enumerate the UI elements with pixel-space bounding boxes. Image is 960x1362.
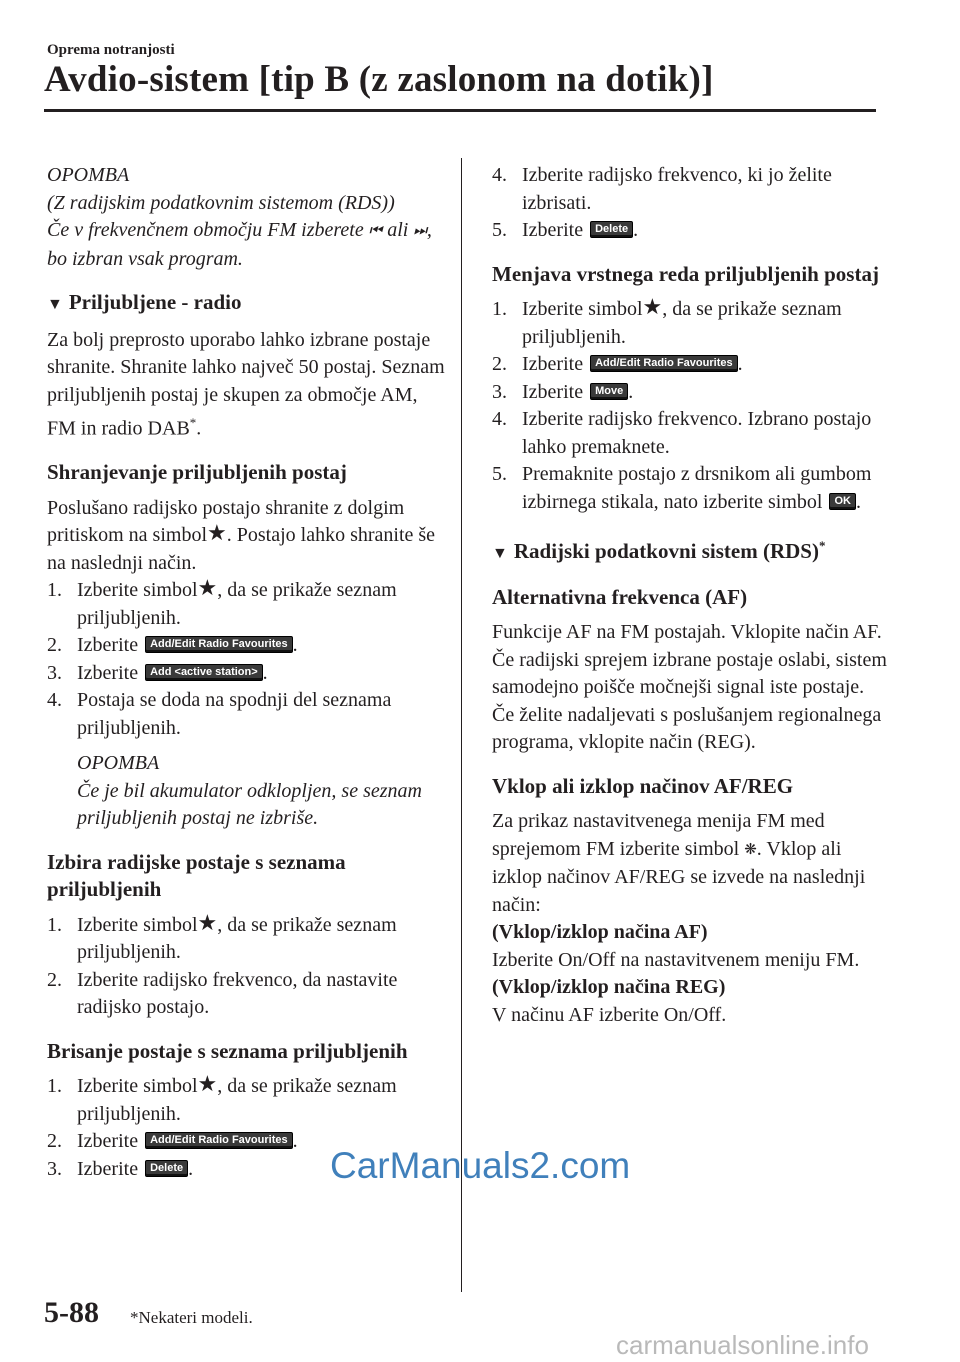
settings-icon: ❋ — [744, 841, 757, 858]
note-text — [47, 217, 447, 273]
star-icon: ★ — [197, 575, 218, 601]
list-item: 1. Izberite simbol★, da se prikaže seznam priljubljenih. — [47, 575, 397, 629]
triangle-icon: ▼ — [47, 296, 63, 313]
add-edit-favourites-button: Add/Edit Radio Favourites — [590, 355, 738, 372]
mode-paragraph: Za prikaz nastavitvenega menija FM med sprejemom FM izberite simbol ❋. Vklop ali izklop načinov AF/REG se izvede na naslednji način: — [492, 810, 866, 916]
list-item: 5. Premaknite postajo z drsnikom ali gumbom izbirnega stikala, nato izberite simbol OK . — [492, 463, 872, 513]
order-steps — [492, 296, 892, 516]
page-number: 5-88 — [44, 1296, 99, 1329]
list-item: 4. Postaja se doda na spodnji del seznama priljubljenih. — [47, 689, 392, 739]
left-column — [47, 162, 447, 1183]
list-item: 1. Izberite simbol★, da se prikaže seznam priljubljenih. — [492, 294, 842, 348]
save-heading: Shranjevanje priljubljenih postaj — [47, 460, 347, 485]
save-paragraph: Poslušano radijsko postajo shranite z dolgim pritiskom na simbol★. Postajo lahko shranite še na naslednji način. — [47, 496, 436, 574]
add-active-station-button: Add <active station> — [145, 664, 263, 681]
star-icon: ★ — [207, 520, 227, 546]
move-button: Move — [590, 383, 628, 400]
af-mode-text: Izberite On/Off na nastavitvenem meniju FM. — [492, 948, 860, 971]
reg-mode-text: V načinu AF izberite On/Off. — [492, 1003, 727, 1026]
list-item: 4. Izberite radijsko frekvenco, ki jo želite izbrisati. — [492, 164, 832, 214]
af-heading: Alternativna frekvenca (AF) — [492, 584, 748, 609]
seek-back-icon: ⏮ — [368, 223, 383, 239]
title-rule — [44, 109, 876, 112]
af-paragraph-2: Če želite nadaljevati s poslušanjem regionalnega programa, vklopite način (REG). — [492, 703, 882, 753]
list-item: 1. Izberite simbol★, da se prikaže seznam priljubljenih. — [47, 909, 397, 964]
list-item: 4. Izberite radijsko frekvenco. Izbrano postajo lahko premaknete. — [492, 408, 872, 458]
list-item: 1. Izberite simbol★, da se prikaže seznam priljubljenih. — [47, 1071, 397, 1125]
watermark-online: carmanualsonline.info — [616, 1330, 869, 1360]
star-icon: ★ — [642, 294, 663, 319]
list-item: 2. Izberite Add/Edit Radio Favourites . — [47, 634, 298, 657]
af-paragraph-1: Funkcije AF na FM postajah. Vklopite način AF. Če radijski sprejem izbrane postaje oslabi, sistem samodejno poišče močnejši signal iste postaje. — [492, 621, 887, 698]
add-edit-favourites-button: Add/Edit Radio Favourites — [145, 636, 293, 653]
list-item: 2. Izberite Add/Edit Radio Favourites . — [47, 1130, 298, 1153]
reg-mode-heading: (Vklop/izklop načina REG) — [492, 976, 726, 998]
right-column — [492, 162, 892, 1029]
list-item: 3. Izberite Add <active station> . — [47, 661, 268, 684]
list-item: 2. Izberite radijsko frekvenco, da nastavite radijsko postajo. — [47, 968, 398, 1019]
delete-steps-continued — [492, 162, 892, 245]
note-text-a: Če v frekvenčnem območju FM izberete — [47, 219, 364, 241]
note2-text: Če je bil akumulator odklopljen, se seznam priljubljenih postaj ne izbriše. — [77, 779, 422, 830]
delete-button: Delete — [590, 221, 633, 238]
list-item: 2. Izberite Add/Edit Radio Favourites . — [492, 353, 743, 375]
select-heading: Izbira radijske postaje s seznama priljubljenih — [47, 849, 346, 902]
note-text-b: ali — [387, 219, 409, 241]
favourites-heading: ▼ Priljubljene - radio — [47, 289, 447, 319]
order-heading: Menjava vrstnega reda priljubljenih postaj — [492, 261, 879, 286]
footnote: *Nekateri modeli. — [130, 1308, 253, 1327]
note-heading: OPOMBA — [47, 164, 130, 186]
rds-heading: ▼ Radijski podatkovni sistem (RDS)* — [492, 532, 892, 568]
column-divider — [461, 158, 462, 1292]
af-mode-heading: (Vklop/izklop načina AF) — [492, 921, 708, 943]
list-item: 3. Izberite Move . — [492, 380, 634, 403]
ok-button: OK — [829, 493, 856, 510]
favourites-paragraph: Za bolj preprosto uporabo lahko izbrane postaje shranite. Shranite lahko največ 50 postaj. Seznam priljubljenih postaj je skupen za območje AM, FM in radio DAB*. — [47, 328, 445, 440]
triangle-icon: ▼ — [492, 545, 508, 562]
page-title: Avdio-sistem [tip B (z zaslonom na dotik)] — [44, 59, 714, 100]
watermark-carmanuals: CarManuals2.com — [330, 1145, 631, 1186]
section-label: Oprema notranjosti — [47, 42, 175, 58]
list-item: 5. Izberite Delete . — [492, 219, 639, 241]
seek-forward-icon: ⏭ — [413, 223, 427, 239]
list-item: 3. Izberite Delete . — [47, 1157, 194, 1180]
note-subheading: (Z radijskim podatkovnim sistemom (RDS)) — [47, 191, 395, 214]
save-steps — [47, 577, 447, 742]
delete-heading: Brisanje postaje s seznama priljubljenih — [47, 1038, 408, 1063]
star-icon: ★ — [197, 909, 218, 935]
delete-button: Delete — [145, 1160, 188, 1177]
add-edit-favourites-button: Add/Edit Radio Favourites — [145, 1132, 293, 1149]
note2-heading: OPOMBA — [77, 752, 160, 775]
mode-heading: Vklop ali izklop načinov AF/REG — [492, 773, 794, 798]
note-text-c: , bo izbran vsak program. — [47, 219, 432, 270]
star-icon: ★ — [197, 1071, 218, 1097]
select-steps — [47, 909, 447, 1022]
